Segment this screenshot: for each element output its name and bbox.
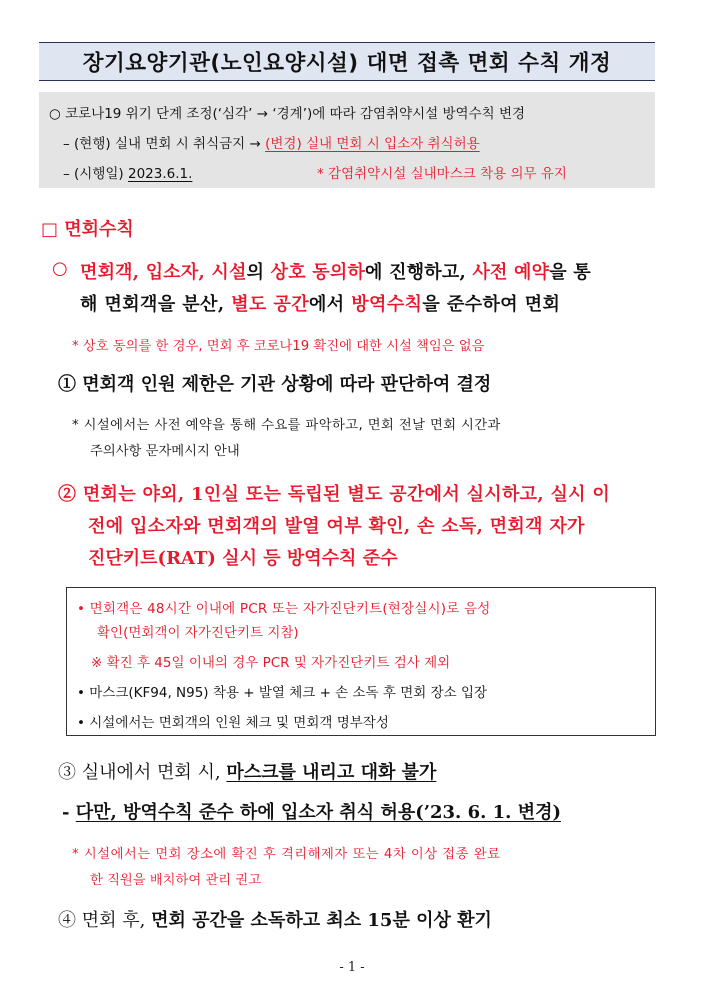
- summary-line-1: ○ 코로나19 위기 단계 조정(‘심각’ → ‘경계’)에 따라 감염취약시설 방역수칙 변경: [49, 106, 526, 122]
- summary-change: (변경) 실내 면회 시 입소자 취식허용: [265, 136, 480, 152]
- paragraph-1-note: * 상호 동의를 한 경우, 면회 후 코로나19 확진에 대한 시설 책임은 없음: [72, 339, 485, 354]
- paragraph-1-line-2-run-3: 방역수칙: [351, 294, 423, 315]
- section-title: □ 면회수칙: [41, 219, 134, 240]
- item-4: [58, 906, 492, 932]
- summary-box: [39, 92, 655, 188]
- box-bullet-2: • 마스크(KF94, N95) 착용 + 발열 체크 + 손 소독 후 면회 장소 입장: [77, 685, 488, 701]
- item-1: ① 면회객 인원 제한은 기관 상황에 따라 판단하여 결정: [58, 374, 492, 395]
- item-4-emphasis: 면회 공간을 소독하고 최소 15분 이상 환기: [151, 910, 492, 931]
- item-3-prefix: ③ 실내에서 면회 시,: [58, 762, 221, 783]
- paragraph-1-line-2: [80, 290, 560, 316]
- page-number: - 1 -: [339, 960, 365, 975]
- item-3-sub: [62, 798, 561, 824]
- item-3-note-line-1: * 시설에서는 면회 장소에 확진 후 격리해제자 또는 4차 이상 접종 완료: [72, 847, 501, 862]
- paragraph-1-line-2-run-0: 해 면회객을 분산,: [80, 294, 232, 315]
- requirements-box: [66, 587, 656, 736]
- summary-line-3: [63, 162, 192, 182]
- paragraph-1-line-1-run-1: 의: [246, 262, 271, 283]
- summary-current: – (현행) 실내 면회 시 취식금지 →: [63, 136, 261, 152]
- paragraph-marker: ○: [52, 258, 68, 279]
- item-3: [58, 758, 436, 784]
- item-4-prefix: ④ 면회 후,: [58, 910, 146, 931]
- item-3-sub-text: 다만, 방역수칙 준수 하에 입소자 취식 허용(’23. 6. 1. 변경): [75, 802, 561, 823]
- box-bullet-1-line-2: 확인(면회객이 자가진단키트 지참): [97, 625, 299, 641]
- paragraph-1-line-1-run-3: 에 진행하고,: [365, 262, 473, 283]
- paragraph-1-line-1-run-0: 면회객, 입소자, 시설: [80, 262, 247, 283]
- summary-mask-note: * 감염취약시설 실내마스크 착용 의무 유지: [317, 166, 567, 182]
- paragraph-1-line-2-run-4: 을 준수하여 면회: [422, 294, 561, 315]
- page-title: 장기요양기관(노인요양시설) 대면 접촉 면회 수칙 개정: [39, 42, 655, 81]
- box-bullet-1-note: ※ 확진 후 45일 이내의 경우 PCR 및 자가진단키트 검사 제외: [91, 655, 451, 671]
- item-2-line-2: 전에 입소자와 면회객의 발열 여부 확인, 손 소독, 면회객 자가: [88, 516, 585, 537]
- paragraph-1-line-1: [80, 258, 591, 284]
- paragraph-1-line-1-run-2: 상호 동의하: [270, 262, 366, 283]
- item-3-sub-dash: -: [62, 802, 70, 823]
- box-bullet-3: • 시설에서는 면회객의 인원 체크 및 면회객 명부작성: [77, 715, 389, 731]
- summary-line-2: [63, 132, 480, 152]
- item-1-note-line-2: 주의사항 문자메시지 안내: [90, 444, 240, 459]
- item-1-note-line-1: * 시설에서는 사전 예약을 통해 수요를 파악하고, 면회 전날 면회 시간과: [72, 418, 501, 433]
- paragraph-1-line-1-run-4: 사전 예약: [472, 262, 550, 283]
- item-2-line-3: 진단키트(RAT) 실시 등 방역수칙 준수: [88, 548, 398, 569]
- item-2-line-1: ② 면회는 야외, 1인실 또는 독립된 별도 공간에서 실시하고, 실시 이: [58, 484, 611, 505]
- item-3-note-line-2: 한 직원을 배치하여 관리 권고: [90, 873, 262, 888]
- paragraph-1-line-1-run-5: 을 통: [549, 262, 591, 283]
- paragraph-1-line-2-run-2: 에서: [309, 294, 352, 315]
- item-3-emphasis: 마스크를 내리고 대화 불가: [226, 762, 437, 783]
- box-bullet-1-line-1: • 면회객은 48시간 이내에 PCR 또는 자가진단키트(현장실시)로 음성: [77, 601, 491, 617]
- paragraph-1-line-2-run-1: 별도 공간: [231, 294, 310, 315]
- summary-effective-date: 2023.6.1.: [128, 166, 193, 182]
- summary-effective-label: – (시행일): [63, 166, 124, 182]
